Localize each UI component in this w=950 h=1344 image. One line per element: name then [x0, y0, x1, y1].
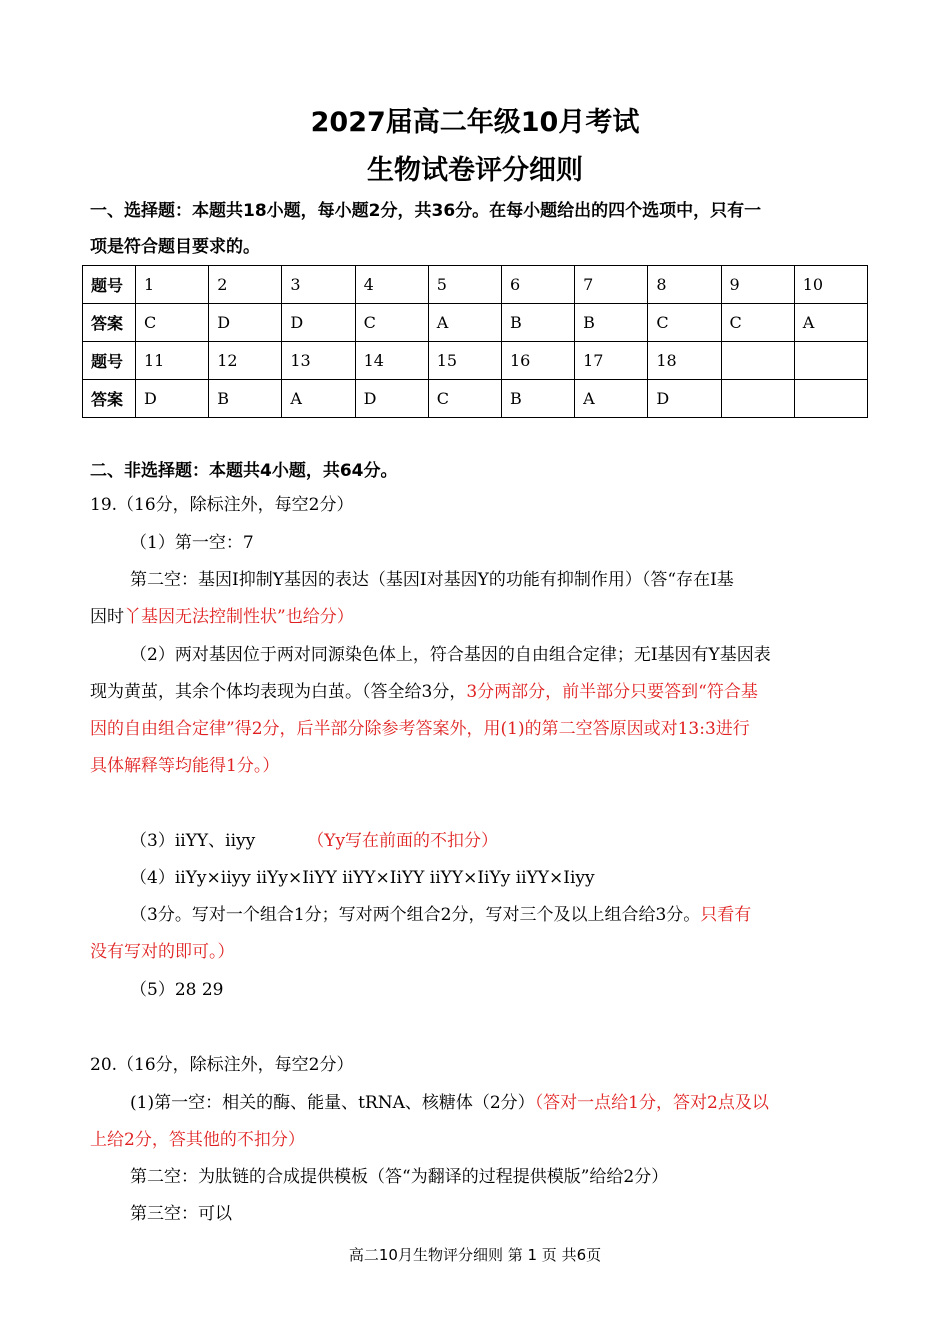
table-cell: B [501, 380, 574, 418]
text-span: 因时 [90, 607, 124, 627]
q19-part2: （2）两对基因位于两对同源染色体上，符合基因的自由组合定律；无I基因有Y基因表 [130, 645, 771, 665]
table-cell [794, 342, 867, 380]
table-cell: D [136, 380, 209, 418]
table-cell: C [136, 304, 209, 342]
text-span: 现为黄茧，其余个体均表现为白茧。（答全给3分， [90, 682, 467, 702]
section1-heading-cont: 项是符合题目要求的。 [90, 237, 260, 257]
row-header: 题号 [83, 342, 136, 380]
table-cell: C [355, 304, 428, 342]
row-header: 题号 [83, 266, 136, 304]
text-span: （3分。写对一个组合1分；写对两个组合2分，写对三个及以上组合给3分。 [130, 905, 701, 925]
answer-row-2 [83, 380, 868, 418]
question-row-2 [83, 342, 868, 380]
grading-note: 3分两部分，前半部分只要答到“符合基 [466, 682, 758, 702]
table-cell: 8 [648, 266, 721, 304]
q19-part2-cont [90, 681, 758, 703]
row-header: 答案 [83, 380, 136, 418]
answer-table [82, 265, 868, 418]
table-cell: 11 [136, 342, 209, 380]
grading-note: 具体解释等均能得1分。） [90, 756, 280, 776]
q19-header: 19.（16分，除标注外，每空2分） [90, 495, 354, 515]
table-cell: B [575, 304, 648, 342]
table-cell: A [428, 304, 501, 342]
table-cell: C [648, 304, 721, 342]
q19-part5: （5）28 29 [130, 980, 224, 1000]
table-cell: B [209, 380, 282, 418]
table-cell: 4 [355, 266, 428, 304]
table-cell: C [721, 304, 794, 342]
answer-row-1 [83, 304, 868, 342]
section2-heading: 二、非选择题：本题共4小题，共64分。 [90, 461, 398, 481]
q19-part1-blank2: 第二空：基因I抑制Y基因的表达（基因I对基因Y的功能有抑制作用）（答“存在I基 [130, 570, 734, 590]
table-cell: C [428, 380, 501, 418]
q20-header: 20.（16分，除标注外，每空2分） [90, 1055, 354, 1075]
table-cell [721, 342, 794, 380]
grading-note: 丫基因无法控制性状”也给分） [124, 607, 354, 627]
row-header: 答案 [83, 304, 136, 342]
table-cell: 5 [428, 266, 501, 304]
table-cell: 15 [428, 342, 501, 380]
table-cell [721, 380, 794, 418]
table-cell: A [575, 380, 648, 418]
table-cell: 13 [282, 342, 355, 380]
table-cell: 16 [501, 342, 574, 380]
q19-part1-blank2-cont [90, 606, 354, 628]
table-cell: 6 [501, 266, 574, 304]
table-cell: 2 [209, 266, 282, 304]
table-cell: D [648, 380, 721, 418]
table-cell: 3 [282, 266, 355, 304]
table-cell: 12 [209, 342, 282, 380]
grading-note: 只看有 [700, 905, 752, 925]
table-cell: 18 [648, 342, 721, 380]
q20-part1-blank2: 第二空：为肽链的合成提供模板（答“为翻译的过程提供模版”给给2分） [130, 1167, 669, 1187]
q19-part4-note [130, 904, 751, 926]
page-title-line2: 生物试卷评分细则 [367, 155, 583, 186]
table-cell: 1 [136, 266, 209, 304]
q20-part1-blank3: 第三空：可以 [130, 1204, 232, 1224]
table-cell: 10 [794, 266, 867, 304]
page-footer: 高二10月生物评分细则 第 1 页 共6页 [348, 1246, 602, 1264]
text-span: (1)第一空：相关的酶、能量、tRNA、核糖体（2分） [130, 1093, 535, 1113]
grading-note: （答对一点给1分，答对2点及以 [534, 1093, 769, 1113]
text-span: （3）iiYY、iiyy [130, 831, 256, 851]
grading-note: 上给2分，答其他的不扣分） [90, 1130, 305, 1150]
grading-note: （Yy写在前面的不扣分） [307, 831, 499, 851]
table-cell: D [355, 380, 428, 418]
table-cell: D [282, 304, 355, 342]
q19-part4: （4）iiYy×iiyy iiYy×IiYY iiYY×IiYY iiYY×IiYy iiYY×Iiyy [130, 868, 595, 888]
q19-part3 [130, 830, 498, 852]
table-cell: D [209, 304, 282, 342]
table-cell: 9 [721, 266, 794, 304]
section1-heading: 一、选择题：本题共18小题，每小题2分，共36分。在每小题给出的四个选项中，只有一 [90, 201, 762, 221]
grading-note: 因的自由组合定律”得2分，后半部分除参考答案外，用(1)的第二空答原因或对13:3进行 [90, 719, 750, 739]
table-cell: 14 [355, 342, 428, 380]
q20-part1 [130, 1092, 769, 1114]
table-cell: 17 [575, 342, 648, 380]
page-title-line1: 2027届高二年级10月考试 [310, 107, 640, 138]
table-cell: 7 [575, 266, 648, 304]
q19-part1: （1）第一空：7 [130, 533, 254, 553]
table-cell: A [794, 304, 867, 342]
question-row-1 [83, 266, 868, 304]
table-cell: B [501, 304, 574, 342]
grading-note: 没有写对的即可。） [90, 942, 235, 962]
table-cell [794, 380, 867, 418]
table-cell: A [282, 380, 355, 418]
